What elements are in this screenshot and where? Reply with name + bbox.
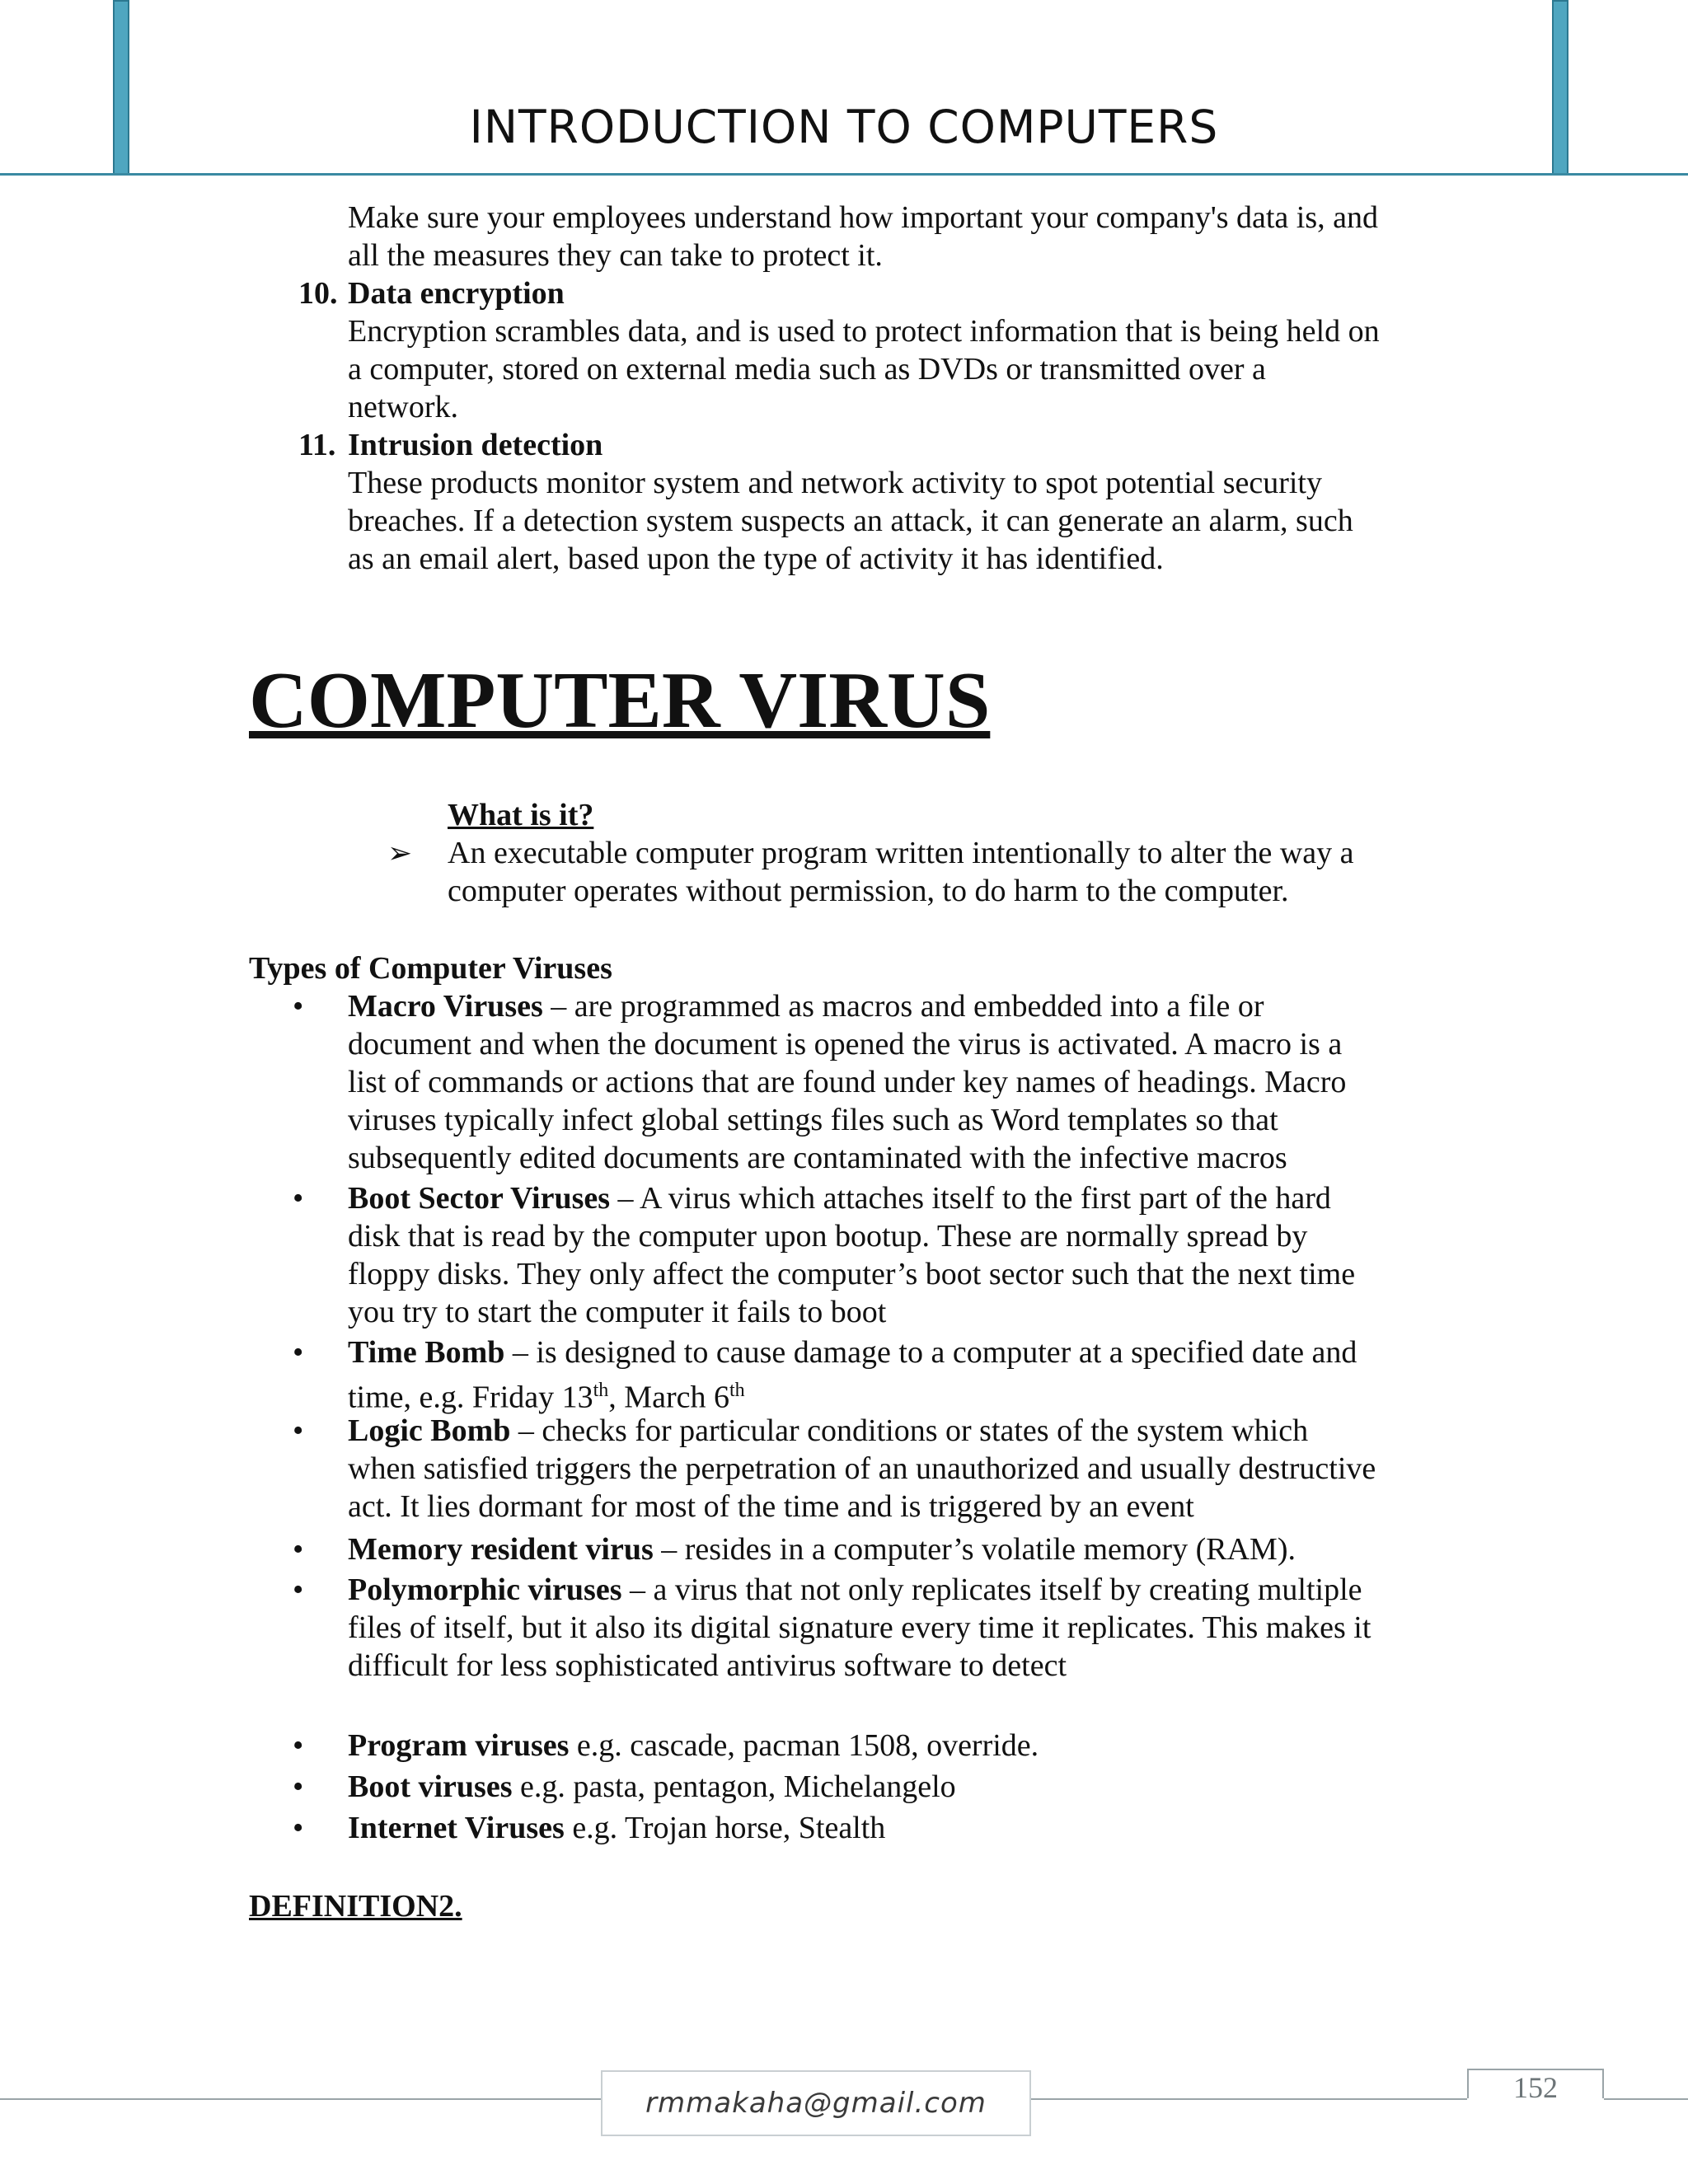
bullet-icon: • [293, 989, 304, 1024]
bullet-icon: • [293, 1728, 304, 1763]
desc: – A virus which attaches itself to the first part of the hard [610, 1181, 1331, 1216]
definition-heading: DEFINITION2. [249, 1889, 462, 1924]
item-text: breaches. If a detection system suspects an attack, it can generate an alarm, such [348, 504, 1353, 538]
footer-rule-right [1604, 2098, 1688, 2100]
term: Polymorphic viruses [348, 1572, 622, 1607]
desc: – a virus that not only replicates itself by creating multiple [621, 1572, 1362, 1607]
list-item-first-line [348, 987, 1264, 1025]
list-item-text: difficult for less sophisticated antivirus software to detect [348, 1648, 1067, 1683]
item-number: 11. [298, 428, 336, 462]
arrow-bullet-icon: ➢ [387, 837, 413, 869]
list-item-text: floppy disks. They only affect the computer’s boot sector such that the next time [348, 1257, 1356, 1291]
bullet-icon: • [293, 1335, 304, 1370]
superscript: th [729, 1380, 745, 1401]
bullet-icon: • [293, 1572, 304, 1607]
desc: – resides in a computer’s volatile memory (RAM). [653, 1532, 1296, 1567]
list-item [348, 1809, 885, 1847]
list-item-first-line [348, 1530, 1296, 1568]
term: Memory resident virus [348, 1532, 654, 1567]
footer-rule-left [0, 2098, 601, 2100]
what-text: computer operates without permission, to do harm to the computer. [448, 874, 1289, 908]
bullet-icon: • [293, 1181, 304, 1216]
text: , March 6 [608, 1380, 729, 1415]
bullet-icon: • [293, 1532, 304, 1567]
term: Logic Bomb [348, 1413, 511, 1448]
list-item-first-line [348, 1571, 1362, 1609]
term: Time Bomb [348, 1335, 505, 1370]
item-text: as an email alert, based upon the type of activity it has identified. [348, 541, 1164, 576]
list-item-text: files of itself, but it also its digital signature every time it replicates. This makes it [348, 1610, 1372, 1645]
page-number: 152 [1513, 2071, 1558, 2104]
bullet-icon: • [293, 1811, 304, 1845]
section-title: COMPUTER VIRUS [249, 656, 991, 745]
desc: – is designed to cause damage to a computer at a specified date and [504, 1335, 1357, 1370]
what-heading: What is it? [448, 798, 594, 832]
item-text: network. [348, 390, 459, 424]
list-item-text: subsequently edited documents are contaminated with the infective macros [348, 1141, 1287, 1175]
list-item-first-line [348, 1412, 1308, 1450]
types-heading: Types of Computer Viruses [249, 951, 612, 986]
item-text: These products monitor system and network activity to spot potential security [348, 466, 1322, 500]
list-item [348, 1727, 1039, 1765]
list-item-text [348, 1371, 745, 1417]
desc: e.g. pasta, pentagon, Michelangelo [512, 1769, 956, 1804]
list-item-text: document and when the document is opened the virus is activated. A macro is a [348, 1027, 1343, 1062]
item-title: Data encryption [348, 276, 565, 311]
desc: e.g. cascade, pacman 1508, override. [569, 1728, 1039, 1763]
header-rule [0, 173, 1688, 176]
text: time, e.g. Friday 13 [348, 1380, 593, 1415]
list-item-text: disk that is read by the computer upon bootup. These are normally spread by [348, 1219, 1308, 1254]
list-item [348, 1768, 956, 1806]
term: Boot viruses [348, 1769, 513, 1804]
bullet-icon: • [293, 1413, 304, 1448]
term: Internet Viruses [348, 1811, 565, 1845]
what-text: An executable computer program written intentionally to alter the way a [448, 836, 1354, 870]
footer-email: rmmakaha@gmail.com [601, 2070, 1031, 2136]
desc: – checks for particular conditions or states of the system which [510, 1413, 1309, 1448]
item-title: Intrusion detection [348, 428, 603, 462]
item-number: 10. [298, 276, 338, 311]
list-item-text: list of commands or actions that are found under key names of headings. Macro [348, 1065, 1347, 1099]
list-item-first-line [348, 1179, 1331, 1217]
list-item-text: when satisfied triggers the perpetration of an unauthorized and usually destructive [348, 1451, 1376, 1486]
bullet-icon: • [293, 1769, 304, 1804]
desc: – are programmed as macros and embedded into a file or [542, 989, 1264, 1024]
intro-line: all the measures they can take to protect it. [348, 238, 883, 273]
term: Boot Sector Viruses [348, 1181, 611, 1216]
list-item-text: act. It lies dormant for most of the time and is triggered by an event [348, 1489, 1194, 1524]
footer-rule-middle [1031, 2098, 1467, 2100]
list-item-text: you try to start the computer it fails to boot [348, 1295, 887, 1329]
item-text: Encryption scrambles data, and is used to protect information that is being held on [348, 314, 1380, 349]
list-item-first-line [348, 1333, 1357, 1371]
desc: e.g. Trojan horse, Stealth [564, 1811, 886, 1845]
intro-line: Make sure your employees understand how important your company's data is, and [348, 200, 1378, 235]
term: Macro Viruses [348, 989, 543, 1024]
superscript: th [593, 1380, 609, 1401]
list-item-text: viruses typically infect global settings files such as Word templates so that [348, 1103, 1278, 1137]
term: Program viruses [348, 1728, 570, 1763]
item-text: a computer, stored on external media such as DVDs or transmitted over a [348, 352, 1266, 387]
running-header: INTRODUCTION TO COMPUTERS [469, 101, 1219, 153]
